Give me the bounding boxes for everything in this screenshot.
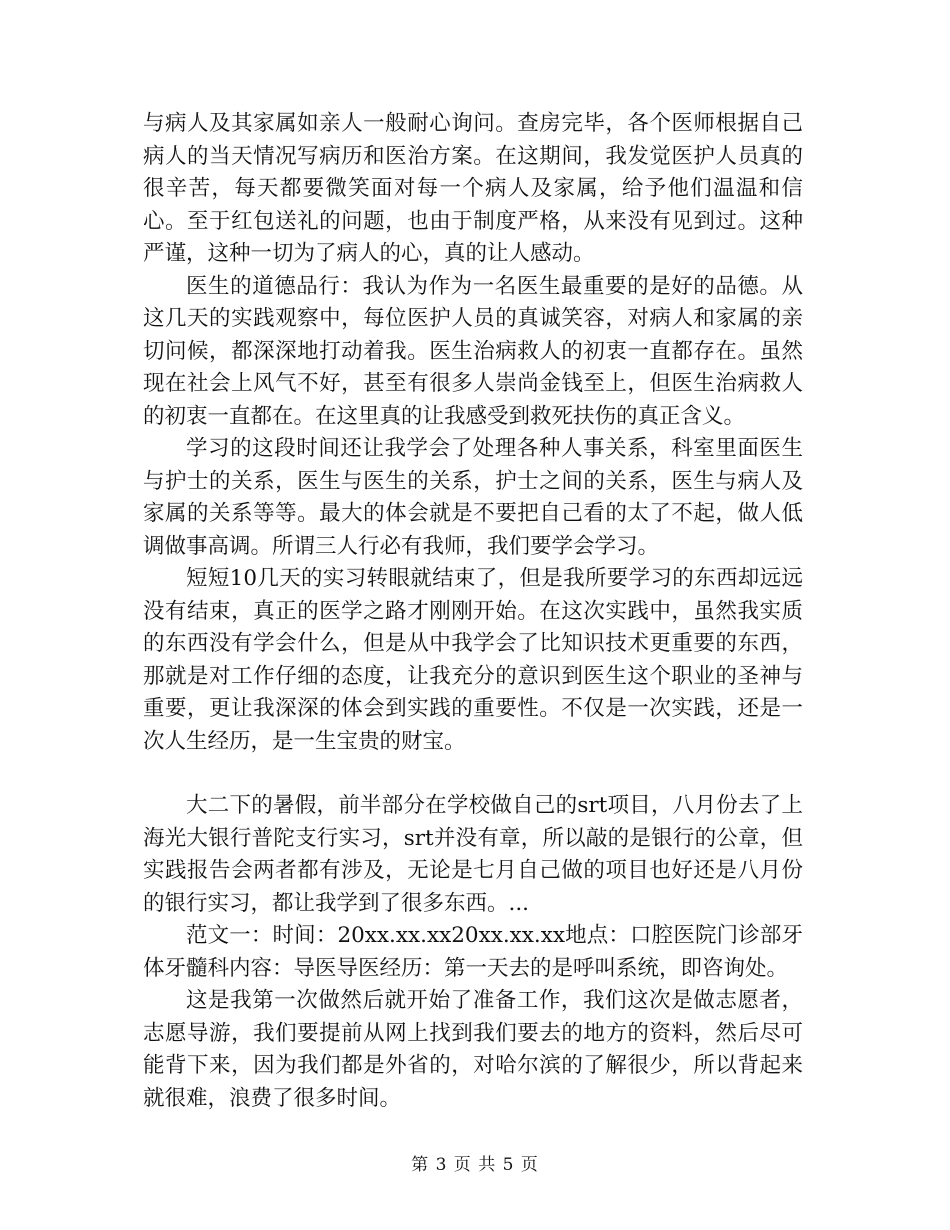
paragraph-2: 医生的道德品行：我认为作为一名医生最重要的是好的品德。从这几天的实践观察中，每位医护人员的真诚笑容，对病人和家属的亲切问候，都深深地打动着我。医生治病救人的初衷一直都存在。虽然现在社会上风气不好，甚至有很多人崇尚金钱至上，但医生治病救人的初衷一直都在。在这里真的让我感受到救死扶伤的真正含义。: [143, 273, 803, 429]
document-body: [143, 108, 803, 1115]
paragraph-5: 大二下的暑假，前半部分在学校做自己的srt项目，八月份去了上海光大银行普陀支行实习，srt并没有章，所以敲的是银行的公章，但实践报告会两者都有涉及，无论是七月自己做的项目也好还是八月份的银行实习，都让我学到了很多东西。...: [143, 793, 803, 916]
paragraph-1: 与病人及其家属如亲人一般耐心询问。查房完毕，各个医师根据自己病人的当天情况写病历和医治方案。在这期间，我发觉医护人员真的很辛苦，每天都要微笑面对每一个病人及家属，给予他们温温和信心。至于红包送礼的问题，也由于制度严格，从来没有见到过。这种严谨，这种一切为了病人的心，真的让人感动。: [143, 111, 803, 266]
paragraph-3: 学习的这段时间还让我学会了处理各种人事关系，科室里面医生与护士的关系，医生与医生的关系，护士之间的关系，医生与病人及家属的关系等等。最大的体会就是不要把自己看的太了不起，做人低调做事高调。所谓三人行必有我师，我们要学会学习。: [143, 436, 803, 559]
paragraph-6: 范文一：时间：20xx.xx.xx20xx.xx.xx地点：口腔医院门诊部牙体牙髓科内容：导医导医经历：第一天去的是呼叫系统，即咨询处。: [143, 923, 803, 981]
paragraph-7: 这是我第一次做然后就开始了准备工作，我们这次是做志愿者，志愿导游，我们要提前从网上找到我们要去的地方的资料，然后尽可能背下来，因为我们都是外省的，对哈尔滨的了解很少，所以背起来就很难，浪费了很多时间。: [143, 988, 803, 1111]
paragraph-4: 短短10几天的实习转眼就结束了，但是我所要学习的东西却远远没有结束，真正的医学之路才刚刚开始。在这次实践中，虽然我实质的东西没有学会什么，但是从中我学会了比知识技术更重要的东西，那就是对工作仔细的态度，让我充分的意识到医生这个职业的圣神与重要，更让我深深的体会到实践的重要性。不仅是一次实践，还是一次人生经历，是一生宝贵的财宝。: [143, 566, 803, 754]
page-number-footer: 第 3 页 共 5 页: [411, 1155, 539, 1175]
